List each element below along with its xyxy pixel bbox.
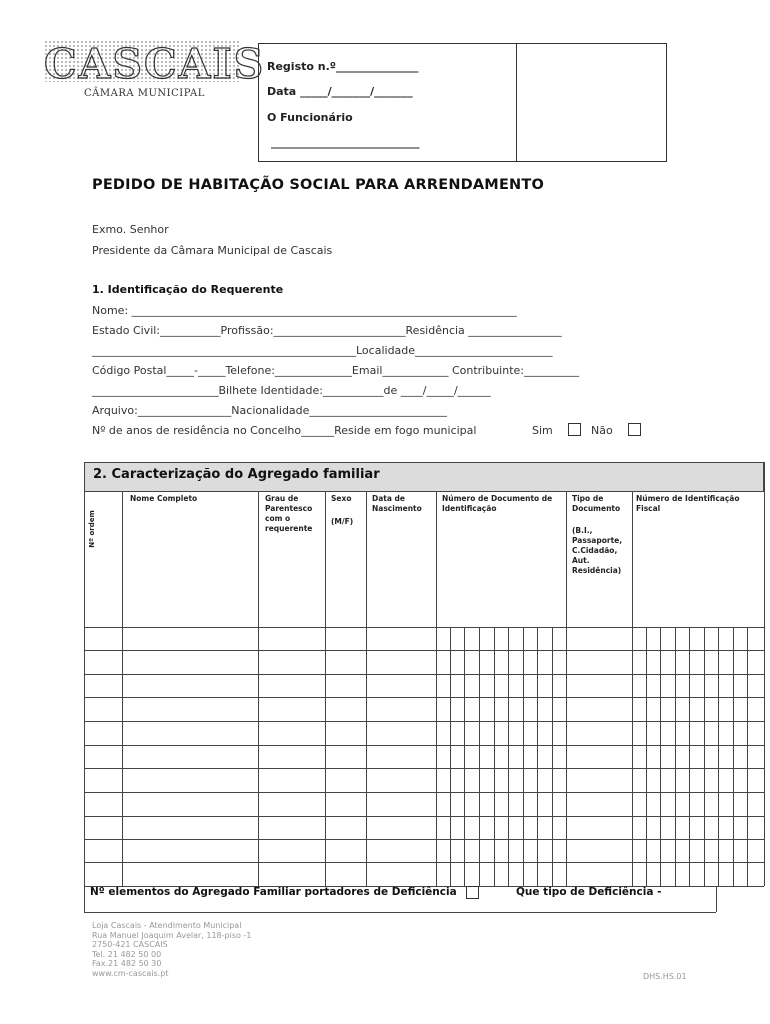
header-sexo-mf: (M/F) bbox=[331, 517, 354, 526]
header-data-nascimento: Data de Nascimento bbox=[372, 494, 422, 513]
field-arquivo-nacionalidade[interactable]: Arquivo:_________________Nacionalidade_________________________ bbox=[92, 404, 447, 417]
nao-label: Não bbox=[591, 424, 613, 437]
header-nome-completo: Nome Completo bbox=[130, 494, 198, 503]
funcionario-label: O Funcionário bbox=[267, 111, 353, 124]
field-localidade[interactable]: ________________________________________________Localidade_________________________ bbox=[92, 344, 553, 357]
deficiencia-label: Nº elementos do Agregado Familiar portadores de Deficiência bbox=[90, 886, 457, 898]
registo-field[interactable]: Registo n.º_______________ bbox=[267, 60, 419, 73]
field-bilhete-identidade[interactable]: _______________________Bilhete Identidade:___________de ____/_____/______ bbox=[92, 384, 491, 397]
header-tipo-documento: Tipo de Documento bbox=[572, 494, 621, 513]
field-estado-civil-profissao-residencia[interactable]: Estado Civil:___________Profissão:________________________Residência _________________ bbox=[92, 324, 562, 337]
field-codigo-postal-telefone-email[interactable]: Código Postal_____-_____Telefone:______________Email____________ Contribuinte:__________ bbox=[92, 364, 579, 377]
section1-title: 1. Identificação do Requerente bbox=[92, 283, 284, 296]
salutation-line-1: Exmo. Senhor bbox=[92, 223, 169, 236]
footer-code: DHS.HS.01 bbox=[643, 972, 687, 981]
section2-title: 2. Caracterização do Agregado familiar bbox=[93, 467, 380, 482]
salutation-line-2: Presidente da Câmara Municipal de Cascais bbox=[92, 244, 333, 257]
footer-address: Loja Cascais - Atendimento Municipal Rua Manuel Joaquim Avelar, 118-piso -1 2750-421 CASCAIS Tel. 21 482 50 00 Fax.21 482 50 30 www.cm-cascais.pt bbox=[92, 921, 252, 978]
header-tipo-documento-opcoes: (B.I., Passaporte, C.Cidadão, Aut. Residência) bbox=[572, 526, 623, 575]
header-nif: Número de Identificação Fiscal bbox=[636, 494, 740, 513]
header-ordem: Nº ordem bbox=[87, 510, 96, 548]
deficiencia-checkbox[interactable] bbox=[466, 886, 479, 899]
sim-label: Sim bbox=[532, 424, 553, 437]
field-nome[interactable]: Nome: ______________________________________________________________________ bbox=[92, 304, 517, 317]
funcionario-signature-line[interactable]: ___________________________ bbox=[271, 136, 420, 149]
form-title: PEDIDO DE HABITAÇÃO SOCIAL PARA ARRENDAMENTO bbox=[92, 177, 544, 193]
header-sexo: Sexo bbox=[331, 494, 352, 503]
field-anos-residencia[interactable]: Nº de anos de residência no Concelho______Reside em fogo municipal bbox=[92, 424, 477, 437]
header-numero-documento: Número de Documento de Identificação bbox=[442, 494, 553, 513]
header-grau-parentesco: Grau de Parentesco com o requerente bbox=[265, 494, 313, 533]
logo-subtitle: CÂMARA MUNICIPAL bbox=[84, 88, 205, 99]
cascais-logo: CASCAIS bbox=[44, 40, 266, 88]
tipo-deficiencia-label: Que tipo de Deficiência - bbox=[516, 886, 662, 898]
data-field[interactable]: Data _____/_______/_______ bbox=[267, 85, 413, 98]
